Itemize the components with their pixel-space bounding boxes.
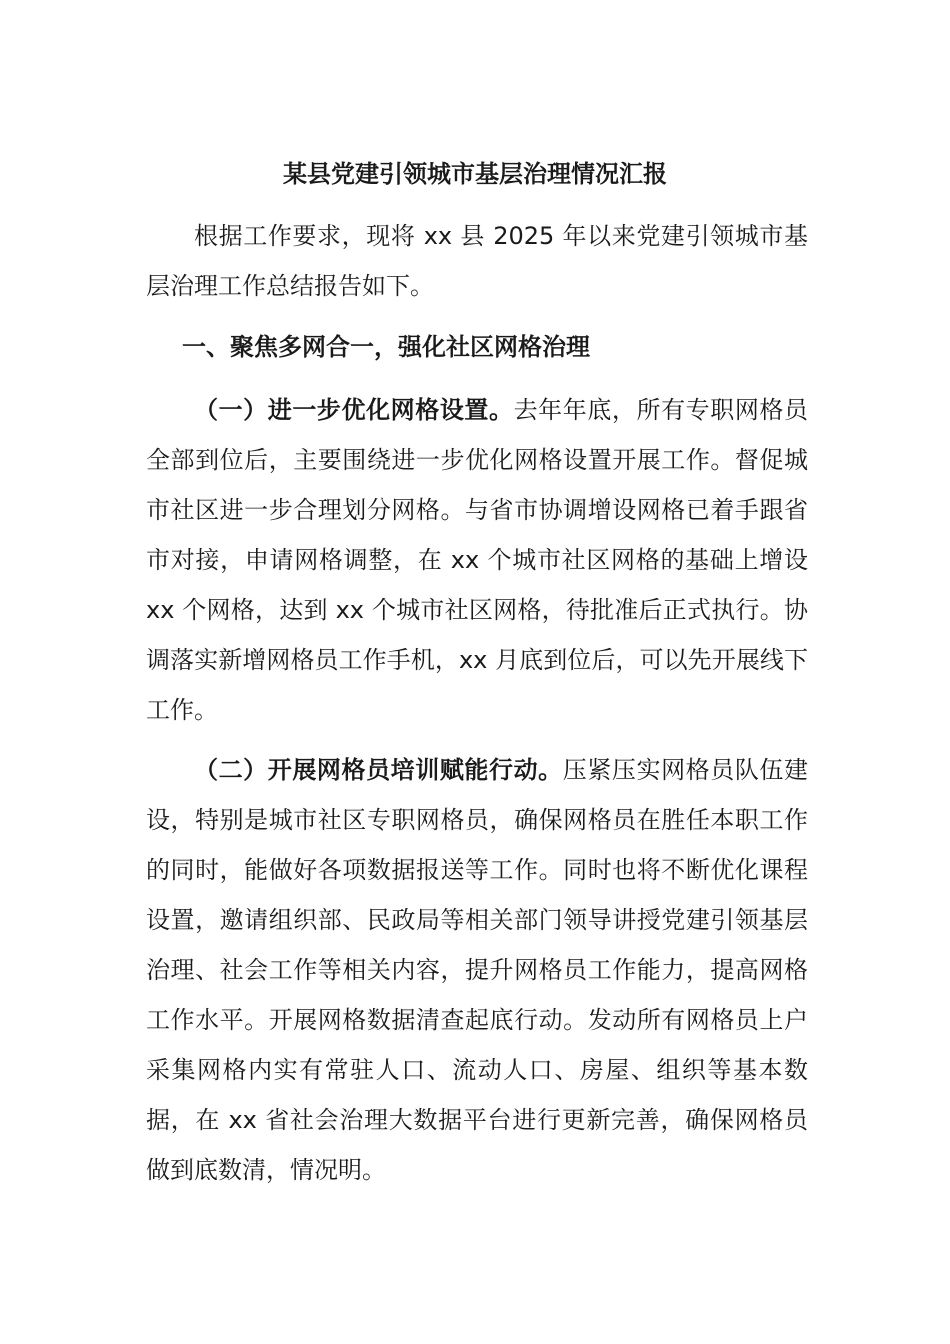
paragraph-grid-training (146, 745, 808, 1195)
section-heading-1: 一、聚焦多网合一，强化社区网格治理 (182, 333, 590, 361)
paragraph-lead-1: （一）进一步优化网格设置。 (194, 396, 514, 424)
document-title: 某县党建引领城市基层治理情况汇报 (283, 160, 667, 188)
paragraph-body-2: 压紧压实网格员队伍建设，特别是城市社区专职网格员，确保网格员在胜任本职工作的同时，能做好各项数据报送等工作。同时也将不断优化课程设置，邀请组织部、民政局等相关部门领导讲授党建引领基层治理、社会工作等相关内容，提升网格员工作能力，提高网格工作水平。开展网格数据清查起底行动。发动所有网格员上户采集网格内实有常驻人口、流动人口、房屋、组织等基本数据，在 xx 省社会治理大数据平台进行更新完善，确保网格员做到底数清，情况明。 (146, 756, 808, 1184)
paragraph-optimize-grid (146, 385, 808, 735)
paragraph-body-1: 去年年底，所有专职网格员全部到位后，主要围绕进一步优化网格设置开展工作。督促城市社区进一步合理划分网格。与省市协调增设网格已着手跟省市对接，申请网格调整，在 xx 个城市社区网格的基础上增设 xx 个网格，达到 xx 个城市社区网格，待批准后正式执行。协调落实新增网格员工作手机，xx 月底到位后，可以先开展线下工作。 (146, 396, 809, 724)
intro-paragraph: 根据工作要求，现将 xx 县 2025 年以来党建引领城市基层治理工作总结报告如下。 (146, 222, 808, 300)
paragraph-lead-2: （二）开展网格员培训赋能行动。 (194, 756, 563, 784)
